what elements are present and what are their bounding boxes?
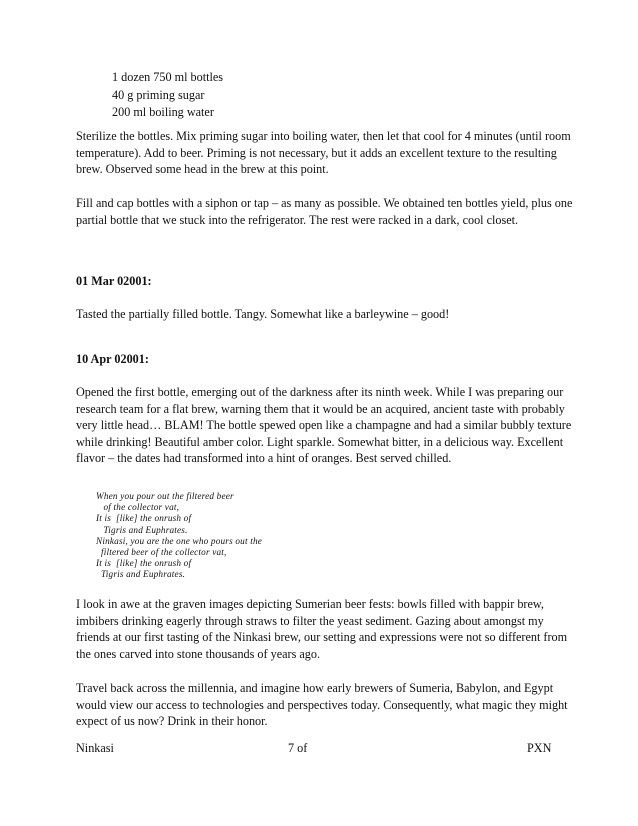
paragraph-awe: I look in awe at the graven images depicting Sumerian beer fests: bowls filled with bappir brew, imbibers drinking eagerly through straws to filter the yeast sediment. Gazing about amongst my friends at our first tasting of the Ninkasi brew, our setting and expressions were not so different from the ones carved into stone thousands of years ago. bbox=[76, 597, 568, 661]
paragraph-sterilize: Sterilize the bottles. Mix priming sugar into boiling water, then let that cool for 4 minutes (until room temperature). Add to beer. Priming is not necessary, but it adds an excellent texture to the resulting brew. Observed some head in the brew at this point. bbox=[76, 129, 571, 177]
poem-line: It is [like] the onrush of bbox=[96, 513, 192, 524]
paragraph-opened: Opened the first bottle, emerging out of the darkness after its ninth week. While I was preparing our research team for a flat brew, warning them that it would be an acquired, ancient taste with probably very little head… BLAM! The bottle spewed open like a champagne and had a similar bubbly texture while drinking! Beautiful amber color. Light sparkle. Somewhat bitter, in a delicious way. Excellent flavor – the dates had transformed into a hint of oranges. Best served chilled. bbox=[76, 385, 572, 466]
footer-page-number: 7 of bbox=[288, 741, 308, 755]
paragraph-travel: Travel back across the millennia, and imagine how early brewers of Sumeria, Babylon, and Egypt would view our access to technologies and perspectives today. Consequently, what magic they might expect of us now? Drink in their honor. bbox=[76, 681, 568, 729]
poem-line: Tigris and Euphrates. bbox=[96, 569, 186, 580]
ingredient-item: 40 g priming sugar bbox=[112, 87, 205, 102]
footer-author: PXN bbox=[527, 741, 552, 755]
ingredient-item: 1 dozen 750 ml bottles bbox=[112, 70, 224, 84]
heading-10-apr: 10 Apr 02001: bbox=[76, 352, 149, 366]
poem-line: Tigris and Euphrates. bbox=[96, 524, 188, 535]
poem-line: It is [like] the onrush of bbox=[96, 558, 192, 569]
ingredient-list bbox=[112, 69, 223, 122]
paragraph-fill: Fill and cap bottles with a siphon or tap – as many as possible. We obtained ten bottles yield, plus one partial bottle that we stuck into the refrigerator. The rest were racked in a dark, cool closet. bbox=[76, 196, 573, 227]
poem-line: of the collector vat, bbox=[96, 502, 180, 513]
ingredient-item: 200 ml boiling water bbox=[112, 105, 214, 119]
poem-quote bbox=[96, 491, 262, 581]
paragraph-tasted: Tasted the partially filled bottle. Tangy. Somewhat like a barleywine – good! bbox=[76, 307, 450, 321]
poem-line: filtered beer of the collector vat, bbox=[96, 547, 227, 558]
footer-title: Ninkasi bbox=[76, 741, 114, 755]
page-footer bbox=[76, 740, 576, 758]
heading-01-mar: 01 Mar 02001: bbox=[76, 274, 152, 288]
poem-line: When you pour out the filtered beer bbox=[96, 491, 234, 501]
poem-line: Ninkasi, you are the one who pours out the bbox=[96, 535, 263, 546]
